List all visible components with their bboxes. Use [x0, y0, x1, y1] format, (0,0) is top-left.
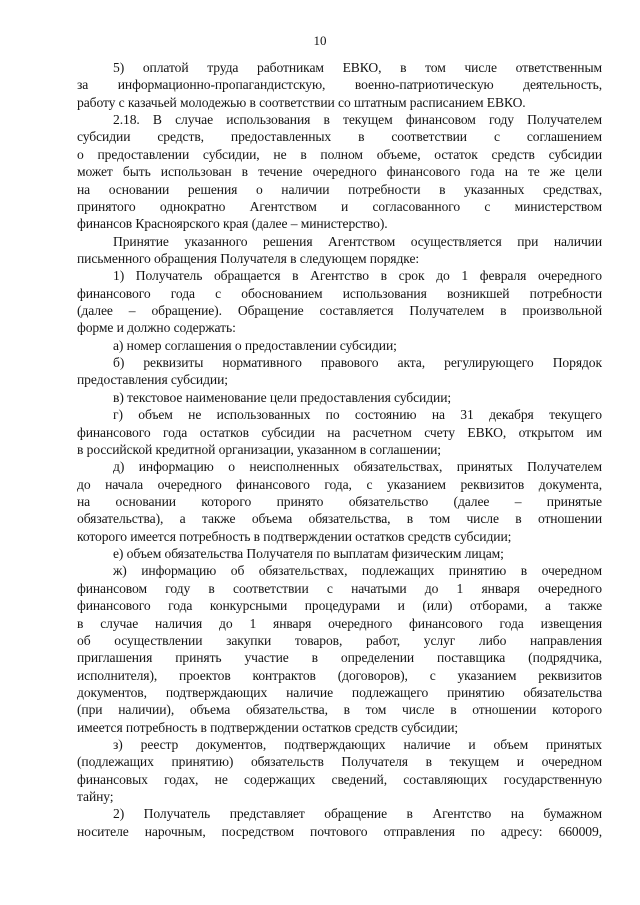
paragraph	[77, 111, 602, 233]
text-line: носителе нарочным, посредством почтового отправления по адресу: 660009,	[77, 823, 602, 839]
text-line: в) текстовое наименование цели предоставления субсидии;	[113, 389, 452, 405]
text-line: работу с казачьей молодежью в соответствии со штатным расписанием ЕВКО.	[77, 94, 526, 110]
text-line: приглашения принять участие в определении поставщика (подрядчика,	[77, 650, 602, 666]
text-line: е) объем обязательства Получателя по выплатам физическим лицам;	[113, 546, 504, 562]
paragraph	[77, 354, 602, 389]
paragraph	[77, 233, 602, 268]
text-line: об осуществлении закупки товаров, работ, услуг либо направления	[77, 632, 602, 648]
text-line: финансовых годах, не содержащих сведений, составляющих государственную	[77, 771, 602, 787]
text-line: до начала очередного финансового года, с указанием реквизитов документа,	[77, 476, 602, 492]
paragraph	[77, 406, 602, 458]
text-line: о предоставлении субсидии, не в полном объеме, остаток средств субсидии	[77, 146, 602, 162]
paragraph	[77, 389, 602, 406]
text-line: (при наличии), объема обязательства, в том числе в отношении которого	[77, 702, 602, 718]
text-line: з) реестр документов, подтверждающих наличие и объем принятых	[113, 737, 602, 753]
text-line: г) объем не использованных по состоянию на 31 декабря текущего	[113, 407, 602, 423]
text-line: 2.18. В случае использования в текущем финансовом году Получателем	[113, 112, 602, 128]
page-number: 10	[313, 33, 327, 48]
text-line: может быть использован в течение очередного финансового года на те же цели	[77, 164, 602, 180]
paragraph	[77, 458, 602, 545]
text-line: исполнителя), проектов контрактов (договоров), с указанием реквизитов	[77, 667, 602, 683]
text-line: 5) оплатой труда работникам ЕВКО, в том числе ответственным	[113, 60, 602, 75]
text-line: субсидии средств, предоставленных в соответствии с соглашением	[77, 129, 602, 145]
paragraph	[77, 562, 602, 736]
text-line: 2) Получатель представляет обращение в Агентство на бумажном	[113, 806, 602, 822]
text-line: в случае наличия до 1 января очередного финансового года извещения	[77, 615, 602, 631]
text-line: тайну;	[77, 789, 114, 805]
text-line: финансового года конкурсными процедурами и (или) отборами, а также	[77, 598, 602, 614]
text-line: в российской кредитной организации, указанном в соглашении;	[77, 441, 441, 457]
text-line: которого имеется потребность в подтверждении остатков средств субсидии;	[77, 528, 512, 544]
paragraph	[77, 736, 602, 805]
text-line: Принятие указанного решения Агентством осуществляется при наличии	[113, 233, 602, 249]
text-line: (далее – обращение). Обращение составляется Получателем в произвольной	[77, 303, 602, 319]
text-line: финансов Красноярского края (далее – министерство).	[77, 216, 388, 232]
text-line: за информационно-пропагандистскую, военно-патриотическую деятельность,	[77, 77, 602, 93]
paragraph	[77, 267, 602, 336]
text-line: 1) Получатель обращается в Агентство в срок до 1 февраля очередного	[113, 268, 602, 284]
text-line: финансового года с обоснованием использования возникшей потребности	[77, 285, 602, 301]
paragraph	[77, 545, 602, 562]
text-line: обязательства), а также объема обязательства, в том числе в отношении	[77, 511, 602, 527]
text-line: финансового года остатков субсидии на расчетном счету ЕВКО, открытом им	[77, 424, 602, 440]
text-line: документов, подтверждающих наличие подлежащего принятию обязательства	[77, 684, 602, 700]
text-line: д) информацию о неисполненных обязательствах, принятых Получателем	[113, 459, 602, 475]
text-line: на основании которого принято обязательство (далее – принятые	[77, 493, 602, 509]
text-line: на основании решения о наличии потребности в указанных средствах,	[77, 181, 602, 197]
text-line: ж) информацию об обязательствах, подлежащих принятию в очередном	[113, 563, 602, 579]
paragraph	[77, 59, 602, 111]
text-line: предоставления субсидии;	[77, 372, 228, 388]
paragraph	[77, 805, 602, 840]
paragraph	[77, 337, 602, 354]
text-line: форме и должно содержать:	[77, 320, 236, 336]
document-body	[77, 59, 602, 840]
text-line: имеется потребность в подтверждении остатков средств субсидии;	[77, 719, 459, 735]
text-line: б) реквизиты нормативного правового акта, регулирующего Порядок	[113, 355, 602, 371]
text-line: принятого однократно Агентством и согласованного с министерством	[77, 198, 602, 214]
text-line: а) номер соглашения о предоставлении субсидии;	[113, 337, 397, 353]
text-line: финансовом году в соответствии с начатыми до 1 января очередного	[77, 580, 602, 596]
text-line: письменного обращения Получателя в следующем порядке:	[77, 250, 420, 266]
text-line: (подлежащих принятию) обязательств Получателя в текущем и очередном	[77, 754, 602, 770]
